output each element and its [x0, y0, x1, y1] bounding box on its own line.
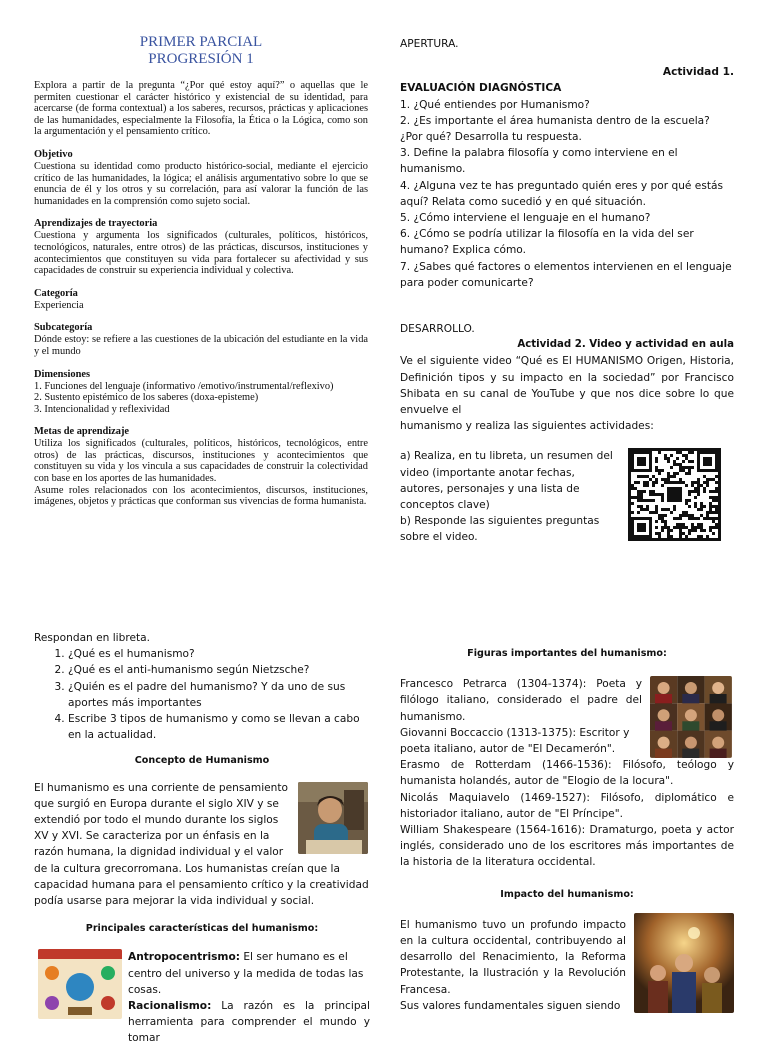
- impacto-text: El humanismo tuvo un profundo impacto en la cultura occidental, contribuyendo al desarrollo del Renacimiento, la Reforma Protestante, la Ilustración y la Revolución Francesa.: [400, 918, 626, 996]
- objetivo-heading: Objetivo: [34, 148, 73, 160]
- figuras-column: [400, 646, 734, 1014]
- diagnostic-question: 2. ¿Es importante el área humanista dentro de la escuela? ¿Por qué? Desarrolla tu respuesta.: [400, 114, 710, 144]
- antropocentrismo-item: [128, 949, 370, 998]
- humanismo-column: [34, 630, 370, 1047]
- objetivo-text: Cuestiona su identidad como producto histórico-social, mediante el ejercicio crítico de las humanidades, la lógica; el análisis argumentativo sobre lo que se enuncia de él y los otros y su correlación, para así valorar la función de las humanidades en la comprensión como sujeto social.: [34, 160, 368, 207]
- figuras-block: [400, 676, 734, 870]
- antropocentrismo-term: Antropocentrismo:: [128, 951, 240, 964]
- figuras-heading: Figuras importantes del humanismo:: [467, 648, 667, 659]
- impacto-block: [400, 917, 734, 1014]
- aprendizajes-heading: Aprendizajes de trayectoria: [34, 218, 158, 230]
- caracteristicas-heading: Principales características del humanismo:: [85, 923, 319, 935]
- actividad-2-label: Actividad 2. Video y actividad en aula: [517, 339, 734, 351]
- video-questions-list: [34, 646, 370, 743]
- aprendizajes-text: Cuestiona y argumenta los significados (culturales, políticos, históricos, tecnológicos, naturales, entre otros) de las prácticas, discursos, instituciones y acontecimientos que constituyen su vida para fortalecer su afectividad y sus capacidades de construir su experiencia individual y colectiva.: [34, 230, 368, 277]
- task-b: b) Responde las siguientes preguntas sobre el video.: [400, 515, 600, 544]
- diagnostic-question: 6. ¿Cómo se podría utilizar la filosofía en la vida del ser humano? Explica cómo.: [400, 228, 694, 257]
- concepto-block: [34, 780, 370, 910]
- concepto-text-2: de la cultura grecorromana. Los humanistas creían que la capacidad humana para el pensamiento crítico y la creatividad podía usarse para mejorar la vida individual y social.: [34, 862, 369, 908]
- portraits-collage-image: [650, 676, 732, 758]
- impacto-text-2: Sus valores fundamentales siguen siendo: [400, 999, 621, 1012]
- qr-code-icon[interactable]: [628, 448, 721, 541]
- diagnostic-question: 7. ¿Sabes qué factores o elementos intervienen en el lenguaje para poder comunicarte?: [400, 260, 732, 289]
- diagnostic-question: 3. Define la palabra filosofía y como interviene en el humanismo.: [400, 147, 678, 176]
- racionalismo-term: Racionalismo:: [128, 1000, 212, 1013]
- figura-item: Erasmo de Rotterdam (1466-1536): Filósofo, teólogo y humanista holandés, autor de "Elogio de la locura".: [400, 759, 734, 788]
- student-photo-image: [298, 782, 368, 854]
- apertura-heading: APERTURA.: [400, 38, 459, 50]
- racionalismo-item: [128, 998, 370, 1047]
- impacto-heading: Impacto del humanismo:: [500, 888, 634, 900]
- metas-heading: Metas de aprendizaje: [34, 426, 130, 438]
- figura-item: William Shakespeare (1564-1616): Dramaturgo, poeta y actor inglés, considerado uno de los escritores más importantes de la historia de la literatura occidental.: [400, 824, 734, 869]
- racionalismo-text: La razón es la principal herramienta para comprender el mundo y tomar: [128, 1000, 370, 1045]
- figura-item: Giovanni Boccaccio (1313-1375): Escritor y poeta italiano, autor de "El Decamerón".: [400, 726, 630, 756]
- diagnostic-question: 4. ¿Alguna vez te has preguntado quién eres y por qué estás aquí? Relata como sucedió y en qué situación.: [400, 179, 724, 208]
- evaluacion-heading: EVALUACIÓN DIAGNÓSTICA: [400, 82, 562, 95]
- dimension-item: 1. Funciones del lenguaje (informativo /emotivo/instrumental/reflexivo): [34, 380, 334, 392]
- title-line-2: PROGRESIÓN 1: [148, 51, 254, 67]
- respondan-text: Respondan en libreta.: [34, 632, 151, 644]
- impact-painting-svg: [634, 913, 734, 1013]
- list-item: 2. ¿Qué es el anti-humanismo según Nietzsche?: [68, 662, 370, 678]
- portraits-svg: [650, 676, 732, 758]
- metas-text-1: Utiliza los significados (culturales, políticos, históricos, tecnológicos, entre otros) de las prácticas, discursos, instituciones y acontecimientos que constituyen su vida y los vincula a sus capacidades de construir la colectividad con base en los aportes de las humanidades.: [34, 438, 368, 485]
- figura-item: Nicolás Maquiavelo (1469-1527): Filósofo, diplomático e historiador italiano, autor de "El Príncipe".: [400, 791, 734, 820]
- student-photo-svg: [298, 782, 368, 854]
- figura-item: Francesco Petrarca (1304-1374): Poeta y filólogo italiano, considerado el padre del humanismo.: [400, 678, 642, 723]
- list-item: 3. ¿Quién es el padre del humanismo? Y da uno de sus aportes más importantes: [68, 679, 370, 711]
- subcategoria-heading: Subcategoría: [34, 322, 93, 334]
- categoria-heading: Categoría: [34, 287, 78, 299]
- intro-paragraph: Explora a partir de la pregunta “¿Por qué estoy aquí?” o aquellas que le permiten cuestionar el carácter histórico y existencial de su identidad, para acercarse (de forma contextual) a los saberes, recursos, prácticas y aplicaciones de las humanidades, especialmente la Filosofía, la Ética o la Lógica, como son la argumentación y el pensamiento crítico.: [34, 80, 368, 138]
- caracteristicas-block: [34, 949, 370, 1046]
- title-line-1: PRIMER PARCIAL: [139, 34, 263, 50]
- concepto-text-1: El humanismo es una corriente de pensamiento que surgió en Europa durante el siglo XIV y se extendió por todo el mundo durante los siglos XV y XVI. Se caracteriza por un énfasis en la razón humana, la dignidad individual y el valor: [34, 781, 289, 859]
- list-item: 1. ¿Qué es el humanismo?: [68, 646, 370, 662]
- video-instructions: Ve el siguiente video “Qué es El HUMANISMO Origen, Historia, Definición tipos y su impacto en la sociedad” por Francisco Shibata en su canal de YouTube y que nos dice sobre lo que envuelve el: [400, 355, 734, 417]
- qr-code-svg: [631, 451, 718, 538]
- diagnostic-question: 5. ¿Cómo interviene el lenguaje en el humano?: [400, 212, 651, 225]
- concepto-heading: Concepto de Humanismo: [134, 755, 270, 767]
- video-instructions-2: humanismo y realiza las siguientes actividades:: [400, 420, 654, 433]
- task-a: a) Realiza, en tu libreta, un resumen del video (importante anotar fechas, autores, personajes y una lista de conceptos clave): [400, 450, 613, 512]
- metas-text-2: Asume roles relacionados con los acontecimientos, discursos, instituciones, imágenes, objetos y prácticas que conforman sus vivencias de forma humanista.: [34, 484, 368, 508]
- categoria-text: Experiencia: [34, 299, 84, 311]
- dimension-item: 3. Intencionalidad y reflexividad: [34, 403, 170, 415]
- infographic-svg: [38, 949, 122, 1019]
- actividad-1-label: Actividad 1.: [662, 66, 734, 79]
- list-item: 4. Escribe 3 tipos de humanismo y como se llevan a cabo en la actualidad.: [68, 711, 370, 743]
- dimension-item: 2. Sustento epistémico de los saberes (doxa-episteme): [34, 392, 259, 404]
- apertura-column: [400, 36, 734, 544]
- antropocentrismo-text: El ser humano es el centro del universo y la medida de todas las cosas.: [128, 951, 364, 996]
- progression-column: [34, 34, 368, 508]
- infographic-image: [38, 949, 122, 1019]
- diagnostic-question: 1. ¿Qué entiendes por Humanismo?: [400, 98, 590, 111]
- dimensiones-heading: Dimensiones: [34, 368, 90, 380]
- subcategoria-text: Dónde estoy: se refiere a las cuestiones de la ubicación del estudiante en la vida y el mundo: [34, 334, 368, 357]
- task-block: [400, 448, 734, 544]
- desarrollo-heading: DESARROLLO.: [400, 323, 475, 336]
- impact-painting-image: [634, 913, 734, 1013]
- page-title: [34, 34, 368, 68]
